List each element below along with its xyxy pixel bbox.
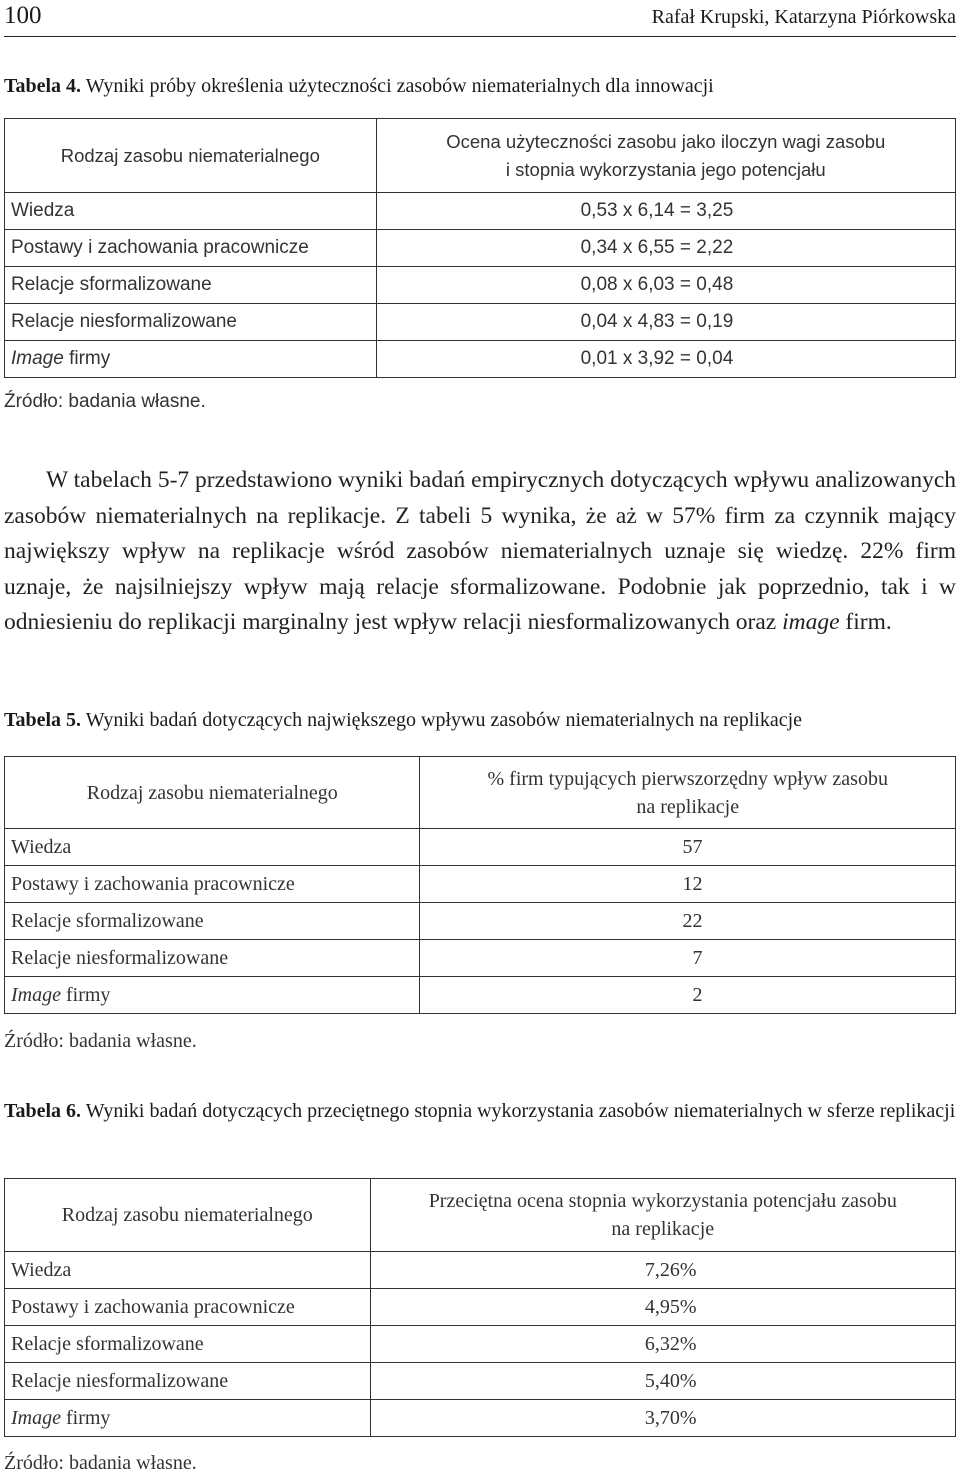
table4-col1-header: Rodzaj zasobu niematerialnego (5, 119, 377, 193)
row-value-cell (370, 1400, 955, 1437)
table4-col2-header (376, 119, 955, 193)
row-label: Postawy i zachowania pracownicze (5, 230, 377, 267)
table-row (5, 267, 956, 304)
table6-col2-header-line1: Przeciętna ocena stopnia wykorzystania potencjału zasobu (428, 1190, 897, 1212)
row-value-cell (420, 866, 956, 903)
row-value-cell (420, 977, 956, 1014)
table6 (4, 1178, 956, 1437)
row-value: 0,04 x 4,83 = 0,19 (376, 304, 955, 341)
table6-col2-header-line2: na replikacje (611, 1218, 715, 1240)
row-value: 22 (682, 909, 703, 932)
row-label (5, 1400, 371, 1437)
row-value-cell (370, 1326, 955, 1363)
table5-col1-header: Rodzaj zasobu niematerialnego (5, 757, 420, 829)
table-row (5, 1326, 956, 1363)
table-row (5, 1252, 956, 1289)
table4-source: Źródło: badania własne. (4, 391, 206, 412)
row-value: 7 (692, 946, 703, 969)
row-label: Relacje sformalizowane (5, 1326, 371, 1363)
page-header (4, 0, 956, 37)
row-value-cell (370, 1252, 955, 1289)
row-label-rest: firmy (63, 348, 111, 369)
table6-col1-header: Rodzaj zasobu niematerialnego (5, 1179, 371, 1252)
row-label-rest: firmy (60, 1406, 111, 1429)
row-value-cell (420, 940, 956, 977)
table-row (5, 1289, 956, 1326)
row-value: 0,34 x 6,55 = 2,22 (376, 230, 955, 267)
row-label: Wiedza (5, 193, 377, 230)
table-row (5, 193, 956, 230)
table5-caption-text: Wyniki badań dotyczących największego wpływu zasobów niematerialnych na replikacje (81, 709, 802, 731)
row-label: Wiedza (5, 829, 420, 866)
table-row (5, 1363, 956, 1400)
row-value: 12 (682, 872, 703, 895)
row-value-cell (420, 829, 956, 866)
row-value-cell (420, 903, 956, 940)
row-label-italic: Image (11, 348, 64, 369)
paragraph-text-2: firm. (839, 609, 892, 635)
row-label: Postawy i zachowania pracownicze (5, 1289, 371, 1326)
table6-header-row (5, 1179, 956, 1252)
table-row (5, 341, 956, 378)
row-value: 5,40% (644, 1369, 697, 1392)
row-value-cell (370, 1289, 955, 1326)
table4-caption-text: Wyniki próby określenia użyteczności zasobów niematerialnych dla innowacji (81, 75, 714, 97)
row-label: Relacje niesformalizowane (5, 1363, 371, 1400)
table-row (5, 1400, 956, 1437)
table-row (5, 977, 956, 1014)
paragraph-italic: image (782, 609, 840, 635)
row-label-italic: Image (11, 983, 61, 1006)
table-row (5, 230, 956, 267)
table4-header-row (5, 119, 956, 193)
table5-col2-header-line2: na replikacje (636, 795, 740, 818)
table5-col2-header-line1: % firm typujących pierwszorzędny wpływ zasobu (487, 767, 888, 790)
row-label: Wiedza (5, 1252, 371, 1289)
row-label: Relacje niesformalizowane (5, 304, 377, 341)
row-label: Relacje niesformalizowane (5, 940, 420, 977)
row-value: 2 (692, 983, 703, 1006)
table5 (4, 756, 956, 1014)
row-value: 57 (682, 835, 703, 858)
page-number: 100 (4, 2, 42, 29)
row-value: 0,53 x 6,14 = 3,25 (376, 193, 955, 230)
table5-caption (4, 705, 956, 735)
table4 (4, 118, 956, 378)
row-value: 6,32% (644, 1332, 697, 1355)
row-label: Relacje sformalizowane (5, 903, 420, 940)
table6-source: Źródło: badania własne. (4, 1452, 197, 1474)
row-value: 0,01 x 3,92 = 0,04 (376, 341, 955, 378)
table-row (5, 829, 956, 866)
table4-caption (4, 71, 956, 101)
row-label: Relacje sformalizowane (5, 267, 377, 304)
row-value: 3,70% (644, 1406, 697, 1429)
table4-caption-label: Tabela 4. (4, 75, 82, 97)
table6-caption (4, 1096, 956, 1126)
table6-col2-header (370, 1179, 955, 1252)
running-head-authors: Rafał Krupski, Katarzyna Piórkowska (651, 6, 956, 28)
table-row (5, 940, 956, 977)
table4-col2-header-line2: i stopnia wykorzystania jego potencjału (505, 158, 826, 180)
row-value: 7,26% (644, 1258, 697, 1281)
table-row (5, 866, 956, 903)
table5-col2-header (420, 757, 956, 829)
table-row (5, 304, 956, 341)
table5-header-row (5, 757, 956, 829)
row-value: 4,95% (644, 1295, 697, 1318)
paragraph-text-1: W tabelach 5-7 przedstawiono wyniki badań empirycznych dotyczących wpływu analizowanych zasobów niematerialnych na replikacje. Z tabeli 5 wynika, że aż w 57% firm za czynnik mający największy wpływ na replikacje wśród zasobów niematerialnych uznaje się wiedzę. 22% firm uznaje, że najsilniejszy wpływ mają relacje sformalizowane. Podobnie jak poprzednio, tak i w odniesieniu do replikacji marginalny jest wpływ relacji niesformalizowanych oraz (4, 467, 956, 635)
row-value-cell (370, 1363, 955, 1400)
row-label-italic: Image (11, 1406, 61, 1429)
table-row (5, 903, 956, 940)
table6-caption-label: Tabela 6. (4, 1100, 82, 1122)
row-label (5, 977, 420, 1014)
row-label: Postawy i zachowania pracownicze (5, 866, 420, 903)
table5-caption-label: Tabela 5. (4, 709, 82, 731)
row-label-rest: firmy (60, 983, 111, 1006)
table5-source: Źródło: badania własne. (4, 1030, 197, 1052)
row-value: 0,08 x 6,03 = 0,48 (376, 267, 955, 304)
table4-col2-header-line1: Ocena użyteczności zasobu jako iloczyn wagi zasobu (446, 130, 886, 152)
row-label (5, 341, 377, 378)
table6-caption-text: Wyniki badań dotyczących przeciętnego stopnia wykorzystania zasobów niematerialnych w sferze replikacji (81, 1100, 956, 1122)
body-paragraph (4, 463, 956, 641)
